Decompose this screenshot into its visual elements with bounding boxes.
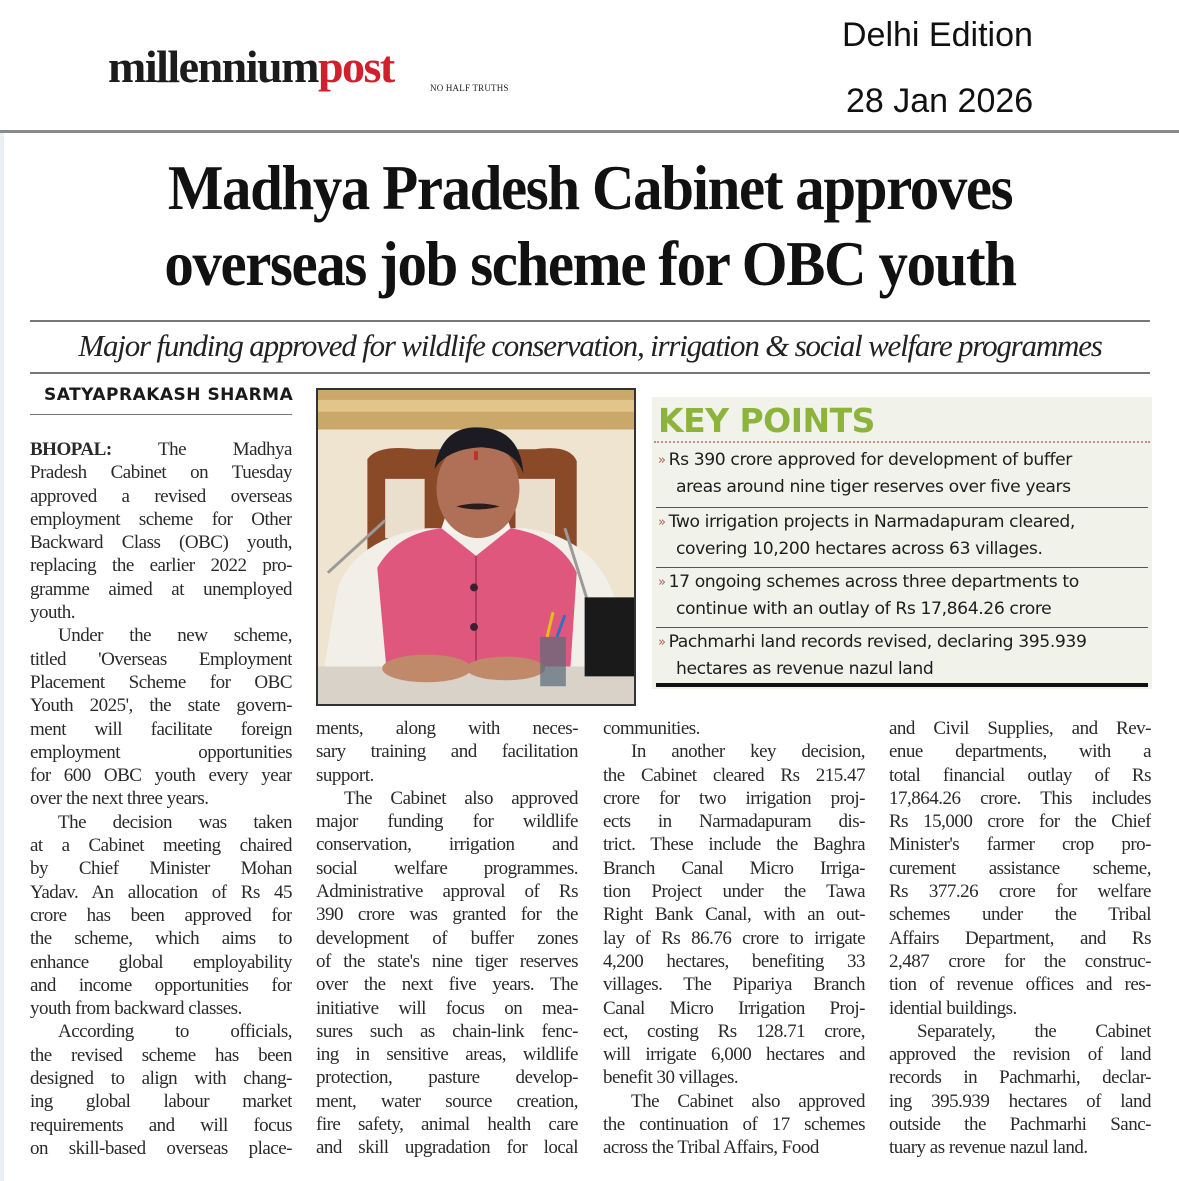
headline-divider [30, 320, 1150, 322]
article-text-line: replacing the earlier 2022 pro- [30, 555, 292, 577]
article-text-line: ing 395.939 hectares of land [889, 1090, 1151, 1112]
page-edge [0, 133, 4, 1181]
article-text-line: support. [316, 764, 374, 786]
article-text-line: youth. [30, 602, 76, 624]
chevron-double-right-icon: » [658, 515, 666, 530]
article-text-line: 4,200 hectares, benefiting 33 [603, 950, 865, 972]
article-text-line: Canal Micro Irrigation Proj- [603, 997, 865, 1019]
article-text-line: fire safety, animal health care [316, 1114, 578, 1136]
article-text-line: trict. These include the Baghra [603, 834, 865, 856]
article-text-line: major funding for wildlife [316, 811, 578, 833]
article-headline [75, 150, 1105, 302]
article-text-line: across the Tribal Affairs, Food [603, 1137, 819, 1159]
article-text-line: Separately, the Cabinet [917, 1020, 1151, 1042]
article-text-line: the scheme, which aims to [30, 928, 292, 950]
logo-accent-text: post [317, 41, 394, 92]
article-text-line: crore has been approved for [30, 904, 292, 926]
key-point-item: » Two irrigation projects in Narmadapuram cleared, covering 10,200 hectares across 63 villages. [658, 512, 1075, 559]
article-text-line: at a Cabinet meeting chaired [30, 835, 292, 857]
chevron-double-right-icon: » [658, 575, 666, 590]
article-text-line: Rs 15,000 crore for the Chief [889, 811, 1151, 833]
article-text-line: ects in Narmadapuram dis- [603, 811, 865, 833]
article-text-line: Pradesh Cabinet on Tuesday [30, 462, 292, 484]
article-text-line: conservation, irrigation and [316, 834, 578, 856]
article-text-line: over the next three years. [30, 788, 209, 810]
article-column-1 [30, 438, 292, 1160]
article-text-line: employment opportunities [30, 741, 292, 763]
article-text-line: lay of Rs 86.76 crore to irrigate [603, 927, 865, 949]
article-text-line: and Civil Supplies, and Rev- [889, 718, 1151, 739]
article-text-line: enhance global employability [30, 951, 292, 973]
article-text-line: on skill-based overseas place- [30, 1137, 292, 1159]
key-point-item: » Pachmarhi land records revised, declaring 395.939 hectares as revenue nazul land [658, 632, 1087, 679]
article-text-line: approved the revision of land [889, 1044, 1151, 1066]
article-text-line: titled 'Overseas Employment [30, 648, 292, 670]
article-text-line: protection, pasture develop- [316, 1067, 578, 1089]
article-text-line: initiative will focus on mea- [316, 997, 578, 1019]
key-points-title: KEY POINTS [658, 401, 875, 440]
article-text-line: requirements and will focus [30, 1114, 292, 1136]
chevron-double-right-icon: » [658, 635, 666, 650]
article-text-line: The decision was taken [58, 811, 292, 833]
article-text-line: ing global labour market [30, 1091, 292, 1113]
logo-main-text: millennium [108, 41, 318, 92]
article-text-line: The Cabinet also approved [631, 1090, 865, 1112]
article-text-line: gramme aimed at unemployed [30, 578, 292, 600]
article-text-line: ment, water source creation, [316, 1090, 578, 1112]
subheadline-divider [30, 372, 1150, 374]
article-text-line: ment will facilitate foreign [30, 718, 292, 740]
newspaper-logo [108, 41, 394, 92]
article-text-line: designed to align with chang- [30, 1068, 292, 1090]
article-column-3 [603, 717, 865, 1160]
article-text-line: Under the new scheme, [58, 625, 292, 647]
article-text-line: Minister's farmer crop pro- [889, 834, 1151, 856]
article-text-line: Rs 377.26 crore for welfare [889, 881, 1151, 903]
key-point-divider [656, 507, 1148, 508]
article-column-4 [889, 717, 1151, 1160]
article-subheadline: Major funding approved for wildlife conservation, irrigation & social welfare programmes [78, 328, 1102, 363]
article-text-line: idential buildings. [889, 997, 1017, 1019]
article-text-line: ments, along with neces- [316, 718, 578, 739]
article-text-line: will irrigate 6,000 hectares and [603, 1044, 865, 1066]
article-text-line: social welfare programmes. [316, 857, 578, 879]
article-text-line: total financial outlay of Rs [889, 764, 1151, 786]
article-text-line: outside the Pachmarhi Sanc- [889, 1114, 1151, 1136]
edition-label: Delhi Edition [842, 16, 1033, 54]
article-text-line: sary training and facilitation [316, 741, 578, 763]
article-text-line: and income opportunities for [30, 974, 292, 996]
article-text-line: Branch Canal Micro Irriga- [603, 857, 865, 879]
article-text-line: over the next five years. The [316, 974, 578, 996]
article-text-line: records in Pachmarhi, declar- [889, 1067, 1151, 1089]
article-text-line: enue departments, with a [889, 741, 1151, 763]
logo-tagline: NO HALF TRUTHS [430, 83, 509, 93]
article-column-2 [316, 717, 578, 1160]
article-text-line: Youth 2025', the state govern- [30, 695, 292, 717]
article-text-line: employment scheme for Other [30, 508, 292, 530]
article-text-line: The Cabinet also approved [344, 787, 578, 809]
article-text-line: Affairs Department, and Rs [889, 927, 1151, 949]
article-text-line: communities. [603, 718, 700, 739]
article-text-line: ect, costing Rs 128.71 crore, [603, 1020, 865, 1042]
article-text-line: 390 crore was granted for the [316, 904, 578, 926]
article-text-line: Right Bank Canal, with an out- [603, 904, 865, 926]
byline: SATYAPRAKASH SHARMA [44, 385, 294, 405]
key-points-box [652, 397, 1152, 689]
headline-line-2: overseas job scheme for OBC youth [164, 228, 1016, 299]
chief-minister-photo-icon [318, 390, 634, 704]
key-points-dotted-divider [654, 441, 1150, 443]
article-text-line: tion Project under the Tawa [603, 881, 865, 903]
article-text-line: crore for two irrigation proj- [603, 787, 865, 809]
article-text-line: According to officials, [58, 1021, 292, 1043]
article-text-line: by Chief Minister Mohan [30, 858, 292, 880]
article-text-line: villages. The Pipariya Branch [603, 974, 865, 996]
publication-date: 28 Jan 2026 [846, 82, 1034, 120]
article-text-line: tion of revenue offices and res- [889, 974, 1151, 996]
article-text-line: Administrative approval of Rs [316, 881, 578, 903]
article-text-line: curement assistance scheme, [889, 857, 1151, 879]
article-text-line: Placement Scheme for OBC [30, 671, 292, 693]
article-text-line: schemes under the Tribal [889, 904, 1151, 926]
article-text-line: 2,487 crore for the construc- [889, 950, 1151, 972]
article-text-line: for 600 OBC youth every year [30, 765, 292, 787]
article-text-line: ing in sensitive areas, wildlife [316, 1044, 578, 1066]
byline-divider [30, 414, 292, 415]
article-text-line: sures such as chain-link fenc- [316, 1020, 578, 1042]
article-text-line: the revised scheme has been [30, 1044, 292, 1066]
article-text-line: the continuation of 17 schemes [603, 1114, 865, 1136]
masthead [0, 0, 1179, 132]
article-text-line: the Cabinet cleared Rs 215.47 [603, 764, 865, 786]
article-text-line: In another key decision, [631, 741, 865, 763]
article-text-line: approved a revised overseas [30, 485, 292, 507]
article-text-line: Backward Class (OBC) youth, [30, 532, 292, 554]
article-text-line: 17,864.26 crore. This includes [889, 787, 1151, 809]
article-text-line: youth from backward classes. [30, 998, 242, 1020]
article-text-line: and skill upgradation for local [316, 1137, 578, 1159]
dateline: BHOPAL: [30, 439, 112, 460]
headline-line-1: Madhya Pradesh Cabinet approves [167, 152, 1013, 223]
key-point-divider [656, 627, 1148, 628]
article-text-line: Yadav. An allocation of Rs 45 [30, 881, 292, 903]
article-text-line: of the state's nine tiger reserves [316, 950, 578, 972]
chevron-double-right-icon: » [658, 453, 666, 468]
article-text-line: BHOPAL: The Madhya [30, 439, 292, 460]
article-text-line: benefit 30 villages. [603, 1067, 739, 1089]
article-photo [316, 388, 636, 706]
masthead-divider [0, 130, 1179, 133]
key-point-item: » Rs 390 crore approved for development of buffer areas around nine tiger reserves over five years [658, 450, 1072, 497]
article-text-line: development of buffer zones [316, 927, 578, 949]
key-points-bottom-rule [656, 683, 1148, 687]
key-point-item: » 17 ongoing schemes across three departments to continue with an outlay of Rs 17,864.26 crore [658, 572, 1079, 619]
key-point-divider [656, 567, 1148, 568]
article-text-line: tuary as revenue nazul land. [889, 1137, 1088, 1159]
